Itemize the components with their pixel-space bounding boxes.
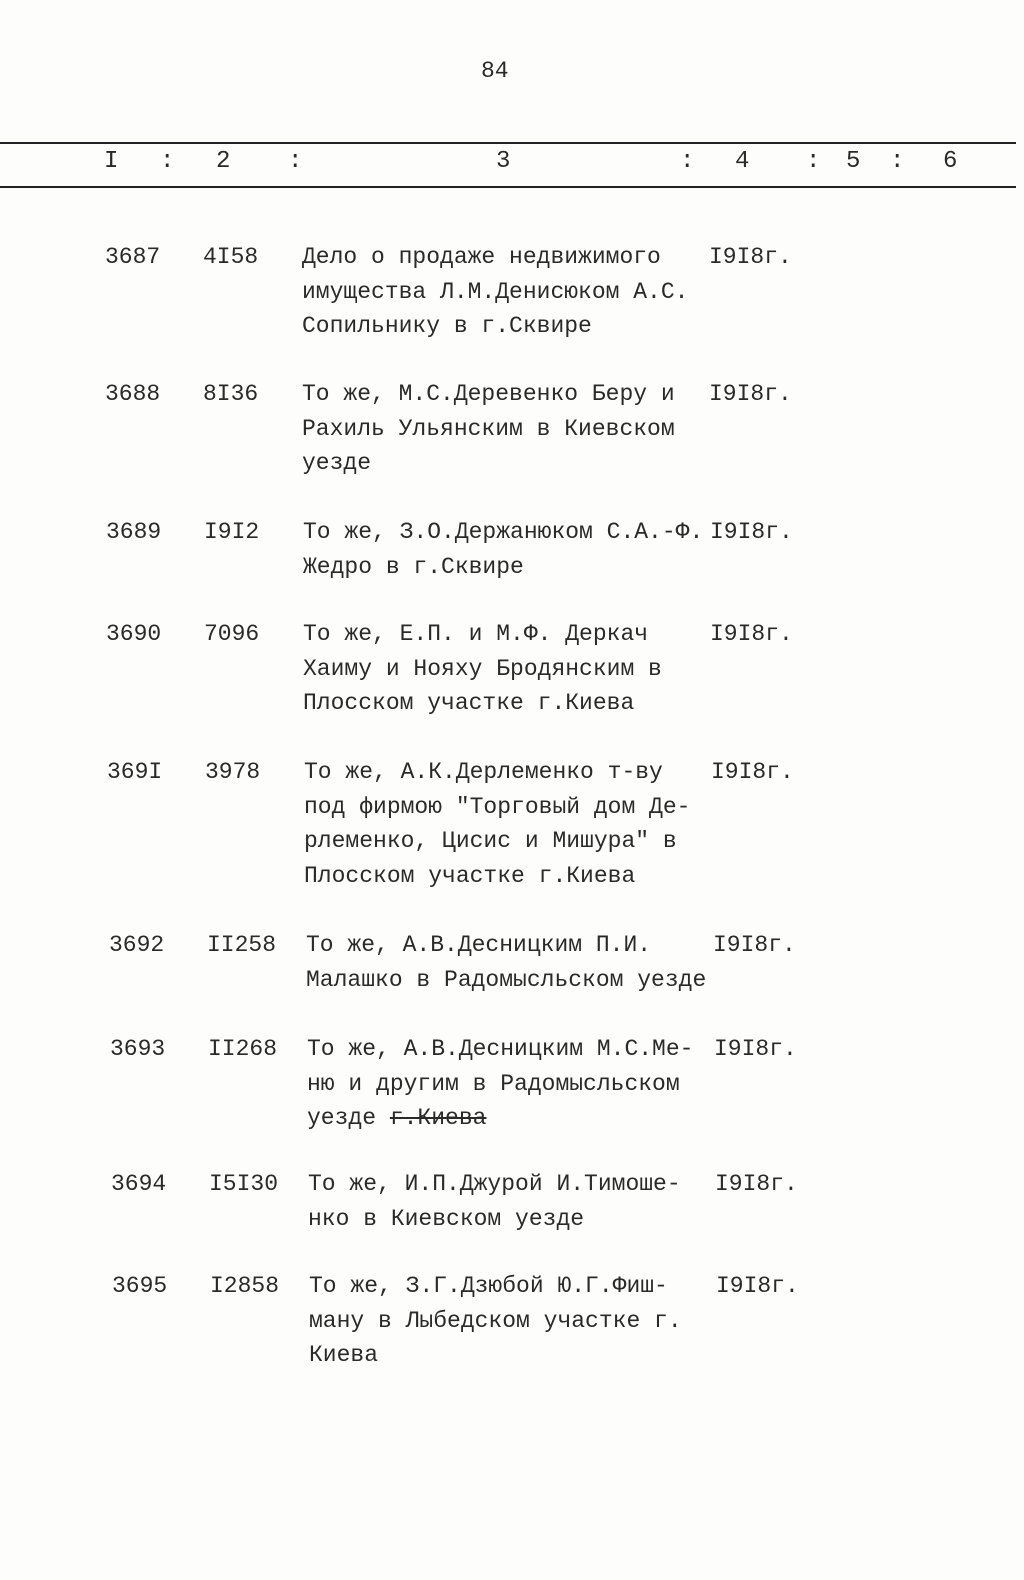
- entry-number: 3692: [109, 932, 165, 958]
- col-separator: :: [890, 148, 905, 175]
- entry-description: [309, 1269, 682, 1373]
- description-line: [309, 1269, 682, 1304]
- description-text: То же, И.П.Джурой И.Тимоше-: [308, 1171, 681, 1197]
- fond-number: II268: [208, 1036, 278, 1062]
- col-header-6: 6: [943, 148, 958, 175]
- description-text: Плосском участке г.Киева: [303, 690, 635, 716]
- description-line: [302, 412, 675, 447]
- description-line: [303, 550, 703, 585]
- description-text: ню и другим в Радомысльском: [307, 1070, 680, 1097]
- description-line: [303, 617, 662, 652]
- entry-description: [308, 1167, 681, 1236]
- description-line: [308, 1167, 681, 1202]
- description-line: [304, 755, 690, 790]
- entry-number: 3690: [106, 621, 162, 647]
- description-line: [304, 824, 690, 859]
- description-text: То же, З.О.Держанюком С.А.-Ф.: [303, 519, 704, 545]
- description-text: Сопильнику в г.Сквире: [302, 313, 592, 339]
- description-line: [303, 515, 703, 550]
- description-text: уезде: [307, 1105, 377, 1131]
- entry-number: 3694: [111, 1171, 167, 1197]
- entry-year: I9I8г.: [709, 381, 792, 407]
- entry-number: 369I: [107, 759, 163, 785]
- entry-description: [302, 377, 675, 481]
- description-line: [307, 1032, 693, 1067]
- entry-description: [307, 1032, 693, 1136]
- fond-number: I9I2: [204, 519, 260, 545]
- entry-year: I9I8г.: [709, 244, 792, 270]
- description-line: [304, 790, 690, 825]
- description-text: Жедро в г.Сквире: [303, 553, 524, 580]
- description-text: под фирмою "Торговый дом Де-: [304, 793, 691, 820]
- entry-year: I9I8г.: [715, 1171, 798, 1197]
- fond-number: 7096: [204, 621, 260, 647]
- description-text: Хаиму и Нояху Бродянским в: [303, 655, 662, 682]
- description-text: ману в Лыбедском участке г.: [309, 1307, 682, 1334]
- fond-number: II258: [207, 932, 277, 958]
- description-text: имущества Л.М.Денисюком А.С.: [302, 278, 689, 305]
- description-text: нко в Киевском уезде: [308, 1205, 585, 1232]
- col-header-1: I: [104, 148, 119, 175]
- col-header-2: 2: [216, 148, 231, 175]
- entry-description: [306, 928, 706, 997]
- entry-number: 3689: [106, 519, 162, 545]
- description-text: рлеменко, Цисис и Мишура" в: [304, 828, 677, 854]
- col-separator: :: [160, 148, 175, 175]
- entry-year: I9I8г.: [711, 759, 794, 785]
- description-line: [307, 1101, 693, 1136]
- description-line: [302, 377, 675, 412]
- col-separator: :: [288, 148, 303, 175]
- description-line: [303, 686, 662, 721]
- header-top-rule: [0, 142, 1016, 144]
- description-text: То же, А.В.Десницким П.И.: [306, 932, 652, 958]
- description-text: Малашко в Радомысльском уезде: [306, 966, 707, 993]
- entry-year: I9I8г.: [714, 1036, 797, 1062]
- header-bottom-rule: [0, 186, 1016, 188]
- fond-number: I2858: [210, 1273, 280, 1299]
- col-separator: :: [806, 148, 821, 175]
- entry-description: [303, 617, 662, 721]
- col-header-5: 5: [846, 148, 861, 175]
- description-line: [303, 652, 662, 687]
- description-line: [307, 1067, 693, 1102]
- description-line: [309, 1338, 682, 1373]
- fond-number: 8I36: [203, 381, 259, 407]
- entry-description: [303, 515, 703, 584]
- fond-number: 4I58: [203, 244, 259, 270]
- page-number: 84: [481, 58, 509, 84]
- description-text: То же, А.К.Дерлеменко т-ву: [304, 759, 663, 785]
- entry-description: [302, 240, 688, 344]
- entry-number: 3687: [105, 244, 161, 270]
- struck-text: г.Киева: [389, 1105, 487, 1131]
- description-text: Дело о продаже недвижимого: [302, 244, 661, 270]
- description-line: [309, 1304, 682, 1339]
- col-separator: :: [680, 148, 695, 175]
- description-text: Плосском участке г.Киева: [304, 862, 636, 889]
- description-text: То же, З.Г.Дзюбой Ю.Г.Фиш-: [309, 1273, 668, 1299]
- description-line: [302, 309, 688, 344]
- description-text: Рахиль Ульянским в Киевском: [302, 415, 675, 442]
- entry-number: 3695: [112, 1273, 168, 1299]
- entry-year: I9I8г.: [710, 621, 793, 647]
- entry-number: 3693: [110, 1036, 166, 1062]
- col-header-3: 3: [496, 148, 511, 175]
- description-text: уезде: [302, 450, 372, 476]
- fond-number: 3978: [205, 759, 261, 785]
- fond-number: I5I30: [209, 1171, 279, 1197]
- entry-year: I9I8г.: [716, 1273, 799, 1299]
- description-text: Киева: [309, 1342, 379, 1368]
- description-line: [302, 240, 688, 275]
- entry-year: I9I8г.: [710, 519, 793, 545]
- description-line: [302, 275, 688, 310]
- description-line: [306, 963, 706, 998]
- description-text: То же, Е.П. и М.Ф. Деркач: [303, 621, 649, 647]
- description-line: [302, 446, 675, 481]
- description-line: [306, 928, 706, 963]
- description-line: [308, 1202, 681, 1237]
- entry-year: I9I8г.: [713, 932, 796, 958]
- entry-number: 3688: [105, 381, 161, 407]
- description-line: [304, 859, 690, 894]
- description-text: То же, А.В.Десницким М.С.Ме-: [307, 1036, 694, 1062]
- entry-description: [304, 755, 690, 893]
- col-header-4: 4: [735, 148, 750, 175]
- description-text: То же, М.С.Деревенко Беру и: [302, 381, 675, 407]
